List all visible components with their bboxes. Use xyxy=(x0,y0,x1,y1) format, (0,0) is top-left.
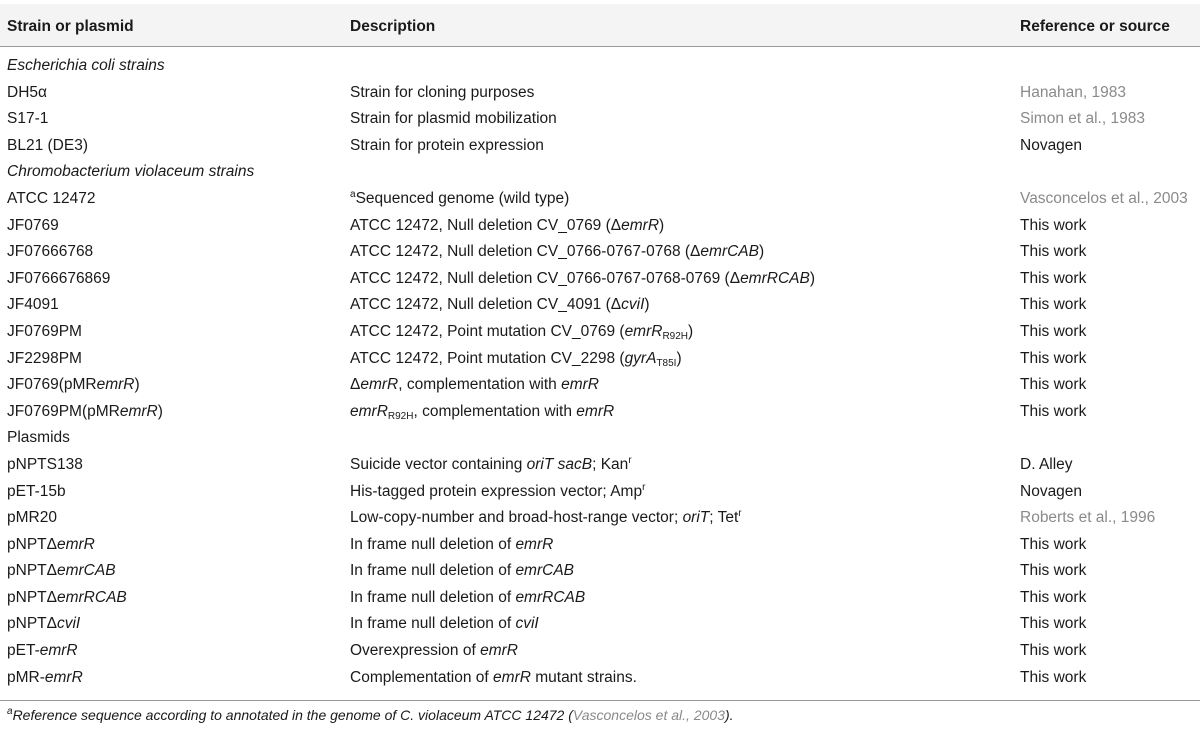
header-description: Description xyxy=(350,18,436,35)
table-bottom-rule xyxy=(0,700,1200,701)
table-row xyxy=(0,372,1200,399)
strain-name: S17-1 xyxy=(7,110,49,128)
reference-source: This work xyxy=(1020,668,1087,686)
table-row xyxy=(0,133,1200,160)
table-row xyxy=(0,558,1200,585)
table-row xyxy=(0,452,1200,479)
table-row xyxy=(0,611,1200,638)
strain-name: BL21 (DE3) xyxy=(7,136,88,154)
strain-name: JF0769 xyxy=(7,216,59,234)
reference-source: This work xyxy=(1020,535,1087,553)
strain-description: Strain for cloning purposes xyxy=(350,83,535,101)
reference-source: This work xyxy=(1020,349,1087,367)
reference-source: Novagen xyxy=(1020,136,1083,154)
reference-link[interactable]: Simon et al., 1983 xyxy=(1020,110,1145,128)
plasmid-description: Low-copy-number and broad-host-range vector; oriT; Tet$^r$ xyxy=(350,508,742,527)
table-header-rule xyxy=(0,46,1200,47)
strain-name: JF07666768 xyxy=(7,243,94,261)
strain-description: Strain for plasmid mobilization xyxy=(350,110,557,128)
plasmid-description: In frame null deletion of emrCAB xyxy=(350,562,575,580)
table-row xyxy=(0,106,1200,133)
reference-source: This work xyxy=(1020,376,1087,394)
strain-description: emrR$_{R92H}$, complementation with emrR xyxy=(350,402,615,422)
table-row xyxy=(0,638,1200,665)
plasmid-name: pET-emrR xyxy=(7,642,78,660)
plasmid-description: Complementation of emrR mutant strains. xyxy=(350,668,637,686)
reference-link[interactable]: Vasconcelos et al., 2003 xyxy=(1020,189,1188,207)
footnote-reference-link[interactable]: Vasconcelos et al., 2003 xyxy=(572,707,725,723)
plasmid-name: pNPTS138 xyxy=(7,455,83,473)
table-row xyxy=(0,266,1200,293)
strain-name: JF0766676869 xyxy=(7,269,111,287)
strain-name: JF0769PM xyxy=(7,322,82,340)
plasmid-name: pNPTΔcviI xyxy=(7,615,81,633)
strain-name: JF0769PM(pMRemrR) xyxy=(7,402,163,420)
strain-description: ATCC 12472, Null deletion CV_0766-0767-0768 (ΔemrCAB) xyxy=(350,243,765,261)
table-row xyxy=(0,186,1200,213)
table-row xyxy=(0,319,1200,346)
reference-source: This work xyxy=(1020,216,1087,234)
reference-source: Novagen xyxy=(1020,482,1083,500)
plasmid-description: Overexpression of emrR xyxy=(350,642,518,660)
group-row-cviolaceum xyxy=(0,159,1200,186)
footnote-marker: a xyxy=(350,188,356,200)
reference-link[interactable]: Hanahan, 1983 xyxy=(1020,83,1127,101)
table-row xyxy=(0,532,1200,559)
strain-name: ATCC 12472 xyxy=(7,189,96,207)
reference-source: This work xyxy=(1020,322,1087,340)
strain-description: ATCC 12472, Null deletion CV_0766-0767-0768-0769 (ΔemrRCAB) xyxy=(350,269,815,287)
reference-source: This work xyxy=(1020,269,1087,287)
group-label-plasmids: Plasmids xyxy=(7,429,70,447)
strain-name: DH5α xyxy=(7,83,47,101)
reference-link[interactable]: Roberts et al., 1996 xyxy=(1020,509,1156,527)
table-row xyxy=(0,292,1200,319)
table-row xyxy=(0,479,1200,506)
strain-description: ATCC 12472, Null deletion CV_4091 (ΔcviI) xyxy=(350,296,650,314)
group-row-ecoli xyxy=(0,53,1200,80)
reference-source: This work xyxy=(1020,296,1087,314)
plasmid-name: pMR-emrR xyxy=(7,668,83,686)
plasmid-name: pNPTΔemrCAB xyxy=(7,562,116,580)
plasmid-description: In frame null deletion of emrR xyxy=(350,535,554,553)
table-row xyxy=(0,665,1200,692)
table-header-row xyxy=(0,4,1200,46)
table-row xyxy=(0,213,1200,240)
plasmid-description: His-tagged protein expression vector; Amp$^r$ xyxy=(350,481,646,500)
reference-source: This work xyxy=(1020,402,1087,420)
plasmid-description: In frame null deletion of emrRCAB xyxy=(350,588,586,606)
strain-name: JF4091 xyxy=(7,296,59,314)
reference-source: This work xyxy=(1020,615,1087,633)
strain-description: $^a$Sequenced genome (wild type) xyxy=(350,188,570,207)
plasmid-name: pNPTΔemrR xyxy=(7,535,95,553)
plasmid-name: pNPTΔemrRCAB xyxy=(7,588,127,606)
strain-name: JF0769(pMRemrR) xyxy=(7,376,140,394)
group-label-cviolaceum: Chromobacterium violaceum strains xyxy=(7,163,255,181)
table-body xyxy=(0,53,1200,691)
strain-name: JF2298PM xyxy=(7,349,82,367)
plasmid-name: pET-15b xyxy=(7,482,66,500)
table-row xyxy=(0,80,1200,107)
group-row-plasmids xyxy=(0,425,1200,452)
reference-source: This work xyxy=(1020,588,1087,606)
group-label-ecoli: Escherichia coli strains xyxy=(7,57,165,74)
strain-description: Strain for protein expression xyxy=(350,136,544,154)
strain-description: ΔemrR, complementation with emrR xyxy=(350,376,599,394)
table-footnote: $^a$Reference sequence according to annotated in the genome of C. violaceum ATCC 12472 (Vasconcelos et al., 2003). xyxy=(7,706,734,723)
strain-description: ATCC 12472, Point mutation CV_0769 (emrR$_{R92H}$) xyxy=(350,322,694,342)
strain-description: ATCC 12472, Point mutation CV_2298 (gyrA$_{T85I}$) xyxy=(350,349,682,369)
reference-source: This work xyxy=(1020,642,1087,660)
table-row xyxy=(0,399,1200,426)
plasmid-name: pMR20 xyxy=(7,509,57,527)
footnote-marker: a xyxy=(7,706,13,717)
header-reference-or-source: Reference or source xyxy=(1020,18,1170,35)
strain-description: ATCC 12472, Null deletion CV_0769 (ΔemrR) xyxy=(350,216,665,234)
plasmid-description: In frame null deletion of cviI xyxy=(350,615,539,633)
reference-source: This work xyxy=(1020,243,1087,261)
plasmid-description: Suicide vector containing oriT sacB; Kan$^r$ xyxy=(350,454,632,473)
table-row xyxy=(0,585,1200,612)
table-row xyxy=(0,505,1200,532)
table-row xyxy=(0,346,1200,373)
table-row xyxy=(0,239,1200,266)
reference-source: This work xyxy=(1020,562,1087,580)
header-strain-or-plasmid: Strain or plasmid xyxy=(7,18,134,35)
reference-source: D. Alley xyxy=(1020,455,1073,473)
